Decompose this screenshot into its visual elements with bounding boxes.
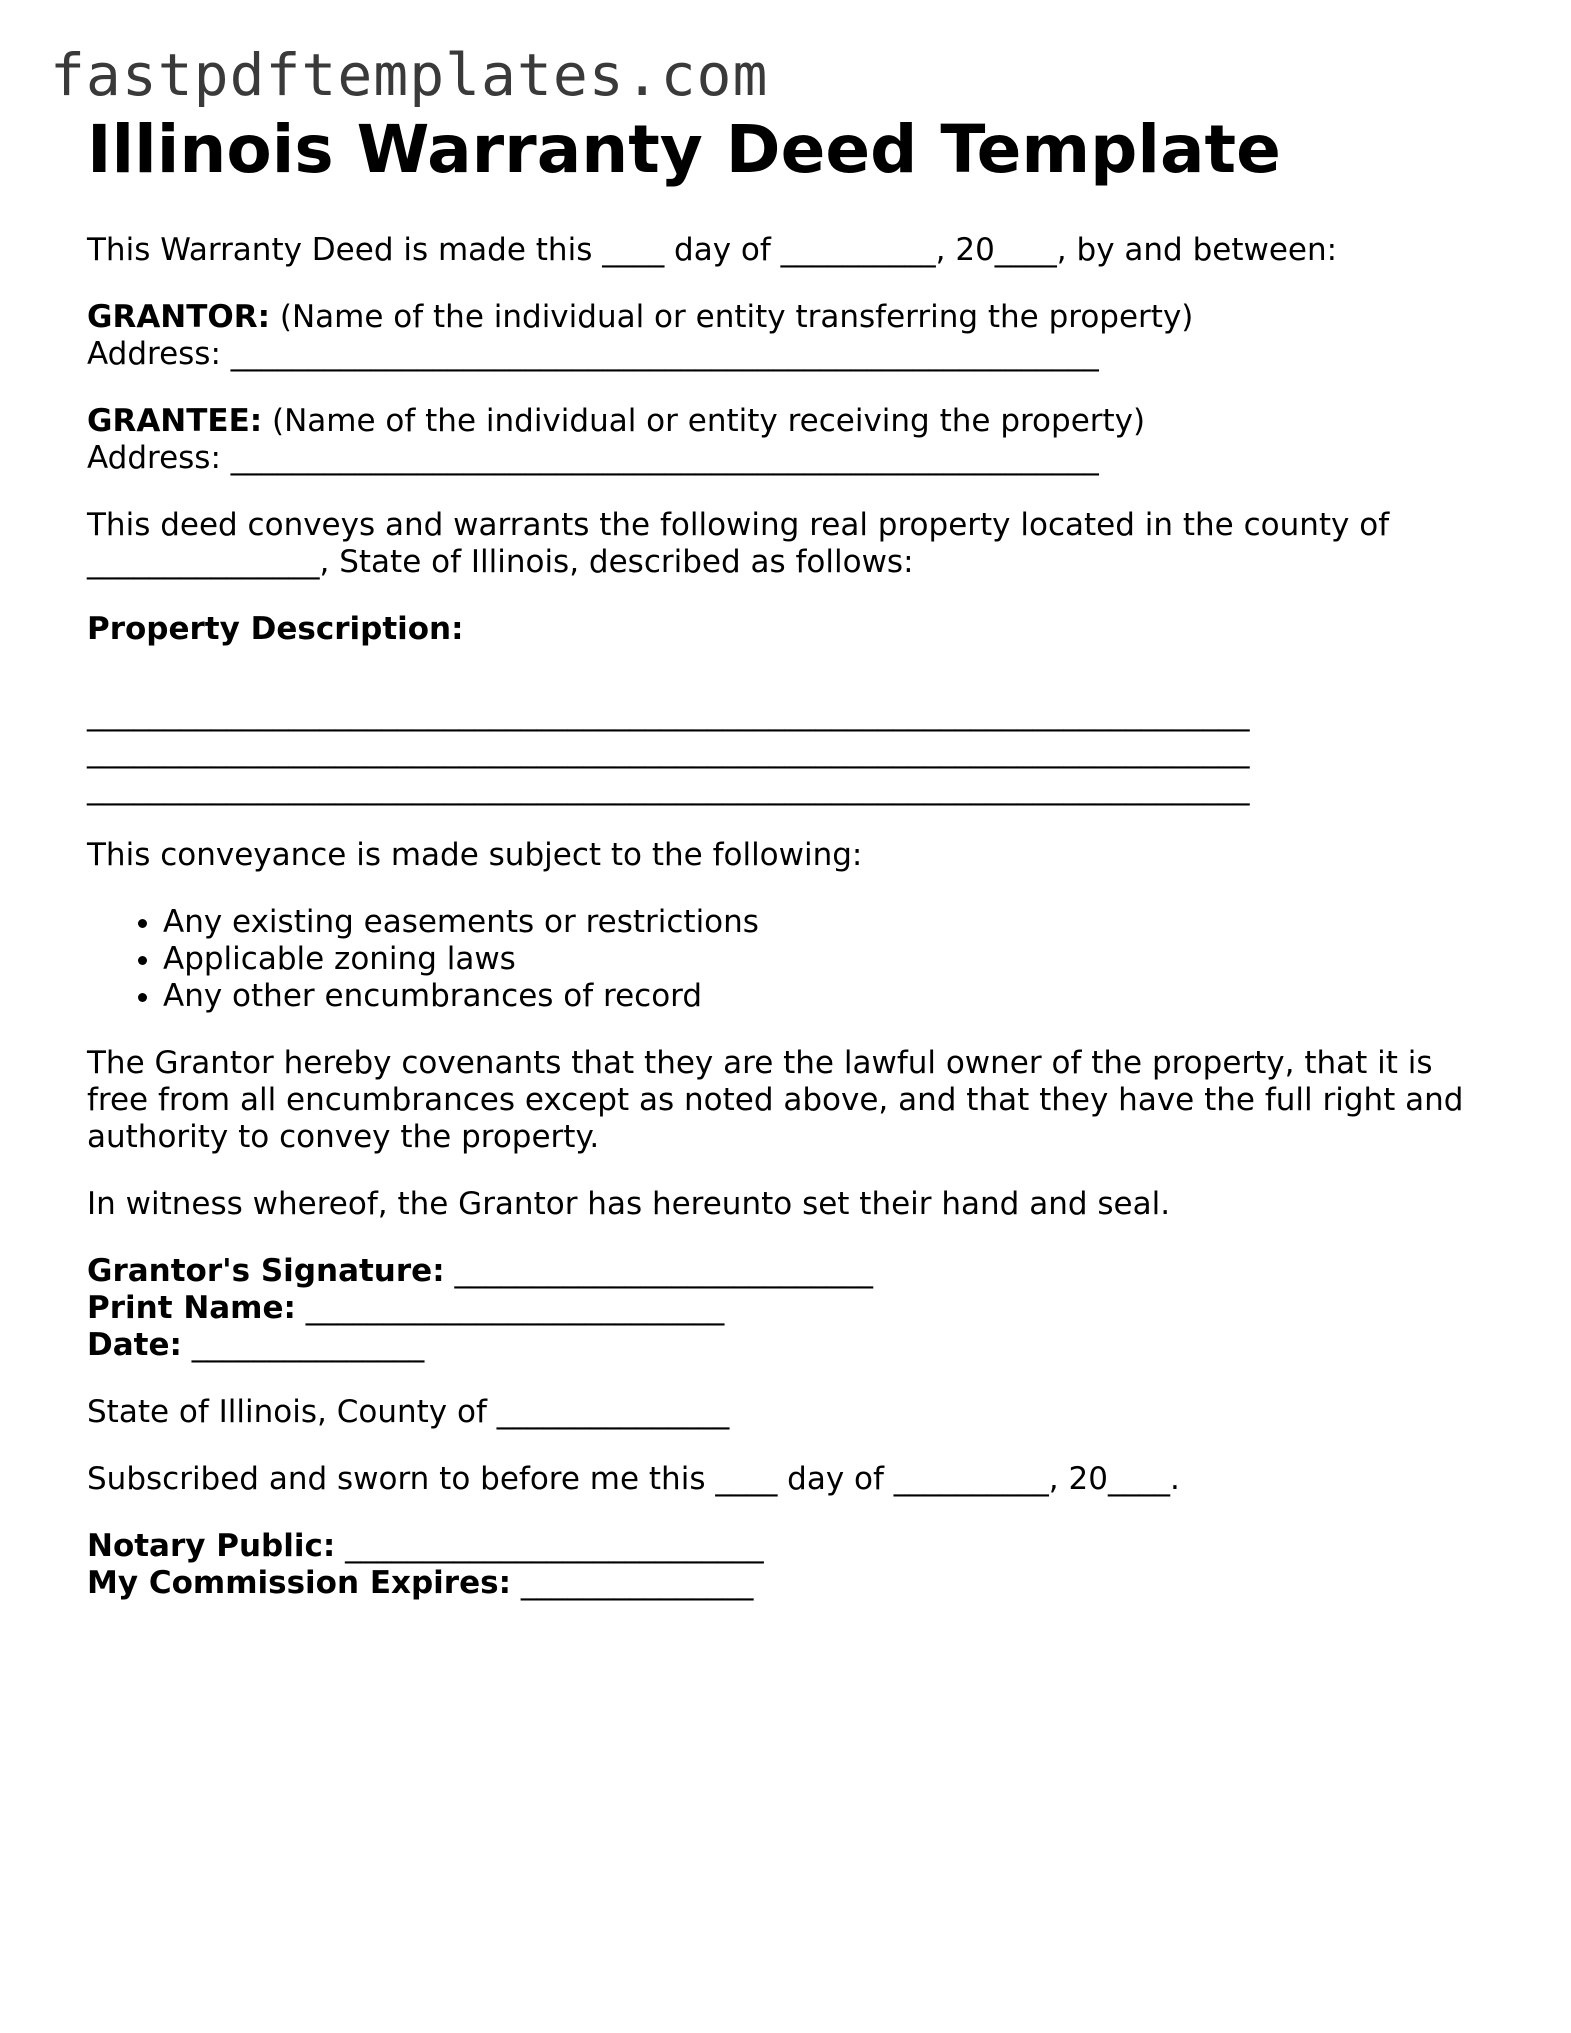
print-name-label: Print Name: <box>87 1290 296 1326</box>
date-field: _______________ <box>181 1327 425 1363</box>
intro-paragraph: This Warranty Deed is made this ____ day of __________, 20____, by and between: <box>87 232 1338 268</box>
conveyance-paragraph <box>87 507 1487 581</box>
list-item: • Any existing easements or restrictions <box>163 904 1487 941</box>
county-line: State of Illinois, County of _______________ <box>87 1394 730 1430</box>
property-description-heading: Property Description: <box>87 611 464 647</box>
commission-expires-field: _______________ <box>510 1565 754 1601</box>
commission-expires-label: My Commission Expires: <box>87 1565 511 1601</box>
grantee-address-field: Address: ________________________________________________________ <box>87 440 1099 476</box>
signature-block <box>87 1253 1487 1364</box>
grantee-label: GRANTEE: <box>87 403 263 439</box>
date-label: Date: <box>87 1327 182 1363</box>
grantor-block <box>87 299 1487 373</box>
conveyance-line-1: This deed conveys and warrants the following real property located in the county of <box>87 507 1390 543</box>
property-description-lines <box>87 696 1487 807</box>
watermark-text: fastpdftemplates.com <box>50 41 769 109</box>
grantor-address-field: Address: ________________________________________________________ <box>87 336 1099 372</box>
conveyance-line-2: _______________, State of Illinois, described as follows: <box>87 544 914 580</box>
grantor-signature-field: ___________________________ <box>444 1253 873 1289</box>
notary-public-field: ___________________________ <box>335 1528 764 1564</box>
list-item: • Any other encumbrances of record <box>163 978 1487 1015</box>
list-item: • Applicable zoning laws <box>163 941 1487 978</box>
grantor-signature-label: Grantor's Signature: <box>87 1253 445 1289</box>
notary-public-label: Notary Public: <box>87 1528 336 1564</box>
subject-list <box>87 904 1487 1015</box>
grantor-label: GRANTOR: <box>87 299 271 335</box>
sworn-line: Subscribed and sworn to before me this ____ day of __________, 20____. <box>87 1461 1180 1497</box>
covenant-line-2: free from all encumbrances except as noted above, and that they have the full right and <box>87 1082 1464 1118</box>
grantee-block <box>87 403 1487 477</box>
witness-paragraph: In witness whereof, the Grantor has hereunto set their hand and seal. <box>87 1186 1171 1222</box>
property-line: ___________________________________________________________________________ <box>87 696 1250 732</box>
covenant-line-3: authority to convey the property. <box>87 1119 600 1155</box>
notary-block <box>87 1528 1487 1602</box>
grantee-description: (Name of the individual or entity receiving the property) <box>262 403 1146 439</box>
property-line: ___________________________________________________________________________ <box>87 770 1250 806</box>
covenant-paragraph <box>87 1045 1487 1156</box>
document-body <box>87 110 1487 1632</box>
page-title: Illinois Warranty Deed Template <box>87 111 1281 188</box>
property-line: ___________________________________________________________________________ <box>87 733 1250 769</box>
subject-intro: This conveyance is made subject to the following: <box>87 837 863 873</box>
print-name-field: ___________________________ <box>295 1290 725 1326</box>
grantor-description: (Name of the individual or entity transferring the property) <box>270 299 1194 335</box>
covenant-line-1: The Grantor hereby covenants that they are the lawful owner of the property, that it is <box>87 1045 1433 1081</box>
